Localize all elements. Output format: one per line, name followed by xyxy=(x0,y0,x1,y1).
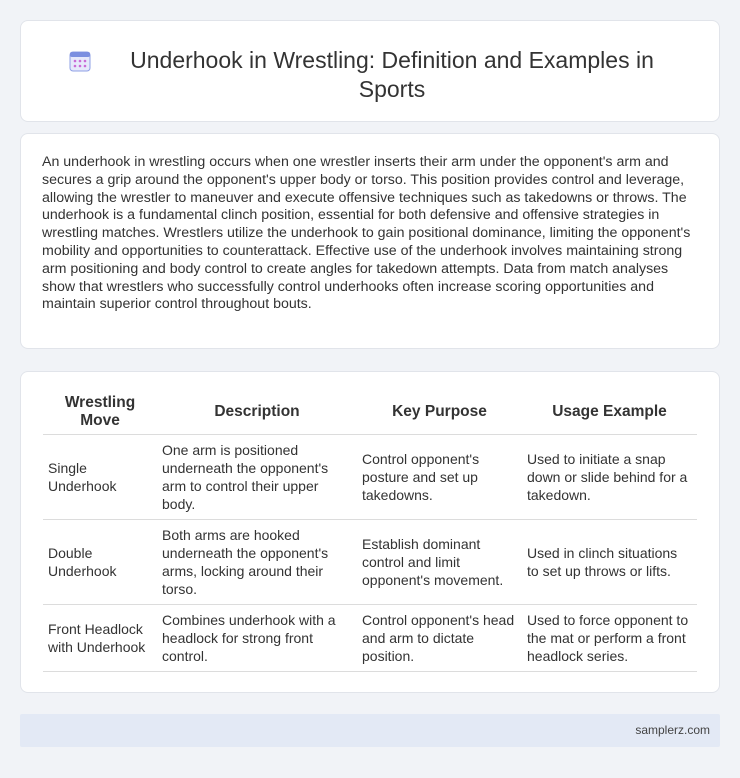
cell-purpose: Control opponent's posture and set up takedowns. xyxy=(357,435,522,520)
cell-move: Double Underhook xyxy=(43,520,157,605)
calendar-icon xyxy=(68,49,92,73)
cell-usage: Used in clinch situations to set up throws or lifts. xyxy=(522,520,697,605)
cell-usage: Used to force opponent to the mat or perform a front headlock series. xyxy=(522,605,697,672)
table-row xyxy=(43,520,697,605)
table-row xyxy=(43,435,697,520)
moves-table-card xyxy=(20,371,720,693)
header-description: Description xyxy=(157,390,357,435)
table-header-row xyxy=(43,390,697,435)
cell-description: Both arms are hooked underneath the opponent's arms, locking around their torso. xyxy=(157,520,357,605)
page-title: Underhook in Wrestling: Definition and Examples in Sports xyxy=(130,47,654,102)
footer xyxy=(20,714,720,747)
header-usage: Usage Example xyxy=(522,390,697,435)
cell-description: One arm is positioned underneath the opponent's arm to control their upper body. xyxy=(157,435,357,520)
moves-table xyxy=(43,390,697,672)
cell-purpose: Establish dominant control and limit opponent's movement. xyxy=(357,520,522,605)
description-card xyxy=(20,133,720,349)
cell-move: Front Headlock with Underhook xyxy=(43,605,157,672)
footer-site-link[interactable]: samplerz.com xyxy=(635,723,710,737)
header-purpose: Key Purpose xyxy=(357,390,522,435)
cell-usage: Used to initiate a snap down or slide behind for a takedown. xyxy=(522,435,697,520)
description-text: An underhook in wrestling occurs when one wrestler inserts their arm under the opponent's arm and secures a grip around the opponent's upper body or torso. This position provides control and leverage, allowing the wrestler to maneuver and execute offensive techniques such as takedowns or throws. The underhook is a fundamental clinch position, essential for both defensive and offensive strategies in wrestling matches. Wrestlers utilize the underhook to gain positional dominance, limiting the opponent's mobility and opportunities to counterattack. Effective use of the underhook involves maintaining strong arm positioning and body control to create angles for takedown attempts. Data from match analyses show that wrestlers who successfully control underhooks often increase scoring opportunities and maintain superior control throughout bouts. xyxy=(42,154,691,313)
header-move: Wrestling Move xyxy=(43,390,157,435)
cell-description: Combines underhook with a headlock for strong front control. xyxy=(157,605,357,672)
title-card xyxy=(20,20,720,122)
table-row xyxy=(43,605,697,672)
cell-purpose: Control opponent's head and arm to dictate position. xyxy=(357,605,522,672)
cell-move: Single Underhook xyxy=(43,435,157,520)
